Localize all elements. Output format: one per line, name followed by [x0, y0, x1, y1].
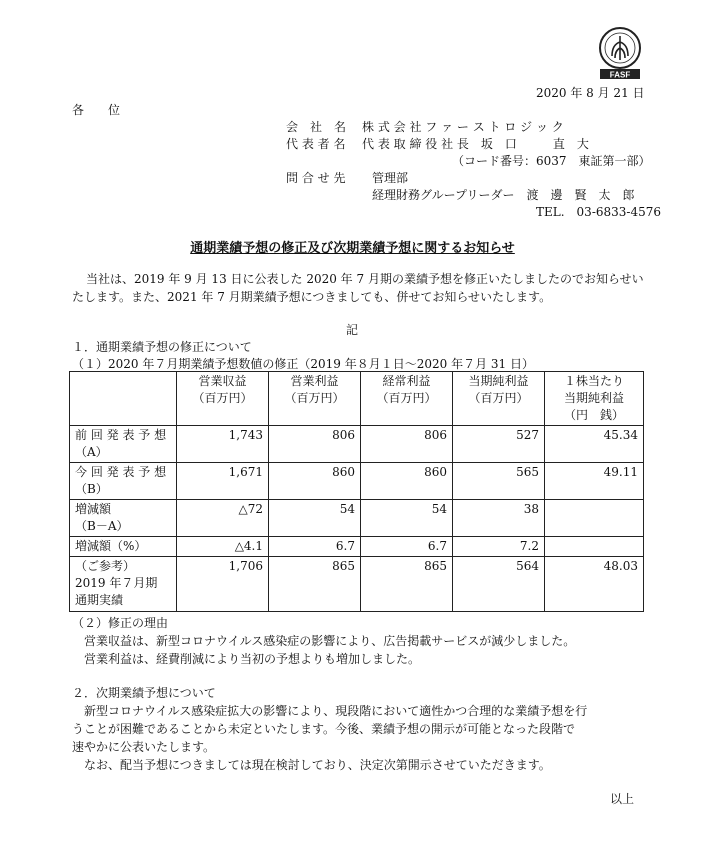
cell-value: 565: [453, 463, 545, 500]
cell-value: 7.2: [453, 537, 545, 557]
cell-value: 45.34: [545, 426, 644, 463]
ki-mark: 記: [346, 323, 359, 337]
section1-heading: １．通期業績予想の修正について: [72, 340, 252, 354]
row-label: 増減額（%）: [70, 537, 177, 557]
cell-value: 865: [269, 557, 361, 612]
cell-value: △72: [177, 500, 269, 537]
table-header-row: [70, 372, 644, 426]
stock-code: （コード番号：6037 東証第一部）: [452, 154, 651, 168]
row-label: 前 回 発 表 予 想 （A）: [70, 426, 177, 463]
row-label: （ご参考） 2019 年７月期 通期実績: [70, 557, 177, 612]
section2-line-1: 新型コロナウイルス感染症拡大の影響により、現段階において適性かつ合理的な業績予想を行: [84, 704, 588, 718]
cell-value: 54: [269, 500, 361, 537]
section2-heading: ２．次期業績予想について: [72, 686, 216, 700]
table-row: [70, 537, 644, 557]
cell-value: 564: [453, 557, 545, 612]
cell-value: 806: [361, 426, 453, 463]
row-label: 増減額 （B－A）: [70, 500, 177, 537]
header-revenue: 営業収益 （百万円）: [177, 372, 269, 426]
table-row: [70, 557, 644, 612]
fasf-logo: [598, 26, 642, 80]
cell-value: [545, 500, 644, 537]
cell-value: [545, 537, 644, 557]
company-label: 会 社 名: [286, 120, 347, 134]
rep-label: 代 表 者 名: [286, 137, 346, 151]
issue-date: 2020 年 8 月 21 日: [536, 86, 645, 100]
reason-line-1: 営業収益は、新型コロナウイルス感染症の影響により、広告掲載サービスが減少しました。: [84, 634, 576, 648]
table-row: [70, 463, 644, 500]
reason-heading: （２）修正の理由: [72, 616, 169, 630]
contact-tel: TEL. 03-6833-4576: [536, 205, 662, 219]
cell-value: △4.1: [177, 537, 269, 557]
cell-value: 860: [361, 463, 453, 500]
closing-mark: 以上: [610, 792, 635, 806]
contact-dept: 管理部: [372, 171, 409, 185]
section2-line-3: 速やかに公表いたします。: [72, 740, 216, 754]
document-title: 通期業績予想の修正及び次期業績予想に関するお知らせ: [190, 241, 515, 256]
table-corner-cell: [70, 372, 177, 426]
table-row: [70, 426, 644, 463]
cell-value: 1,743: [177, 426, 269, 463]
row-label: 今 回 発 表 予 想 （B）: [70, 463, 177, 500]
cell-value: 38: [453, 500, 545, 537]
cell-value: 806: [269, 426, 361, 463]
table-row: [70, 500, 644, 537]
intro-line-2: たします。また、2021 年 7 月期業績予想につきましても、併せてお知らせいたします。: [72, 290, 552, 304]
forecast-table: [69, 371, 644, 612]
section1-subheading: （１）2020 年７月期業績予想数値の修正（2019 年８月１日～2020 年７月 31 日）: [72, 357, 534, 371]
contact-label: 問 合 せ 先: [286, 171, 346, 185]
reason-line-2: 営業利益は、経費削減により当初の予想よりも増加しました。: [84, 652, 421, 666]
section2-line-2: うことが困難であることから未定といたします。今後、業績予想の開示が可能となった段階で: [72, 722, 576, 736]
cell-value: 527: [453, 426, 545, 463]
cell-value: 54: [361, 500, 453, 537]
cell-value: 48.03: [545, 557, 644, 612]
rep-name: 代 表 取 締 役 社 長 坂 口 直 大: [362, 137, 589, 151]
logo-text: FASF: [609, 70, 631, 80]
cell-value: 865: [361, 557, 453, 612]
cell-value: 6.7: [269, 537, 361, 557]
cell-value: 49.11: [545, 463, 644, 500]
section2-line-4: なお、配当予想につきましては現在検討しており、決定次第開示させていただきます。: [84, 758, 551, 772]
cell-value: 1,671: [177, 463, 269, 500]
intro-line-1: 当社は、2019 年 9 月 13 日に公表した 2020 年 7 月期の業績予想を修正いたしましたのでお知らせい: [86, 272, 644, 286]
header-eps: １株当たり 当期純利益 （円 銭）: [545, 372, 644, 426]
header-ordinary-profit: 経常利益 （百万円）: [361, 372, 453, 426]
recipient: 各 位: [72, 103, 121, 117]
header-operating-profit: 営業利益 （百万円）: [269, 372, 361, 426]
contact-person: 経理財務グループリーダー 渡 邊 賢 太 郎: [372, 188, 635, 202]
cell-value: 6.7: [361, 537, 453, 557]
cell-value: 1,706: [177, 557, 269, 612]
company-name: 株 式 会 社 フ ァ ー ス ト ロ ジ ッ ク: [362, 120, 564, 134]
header-net-income: 当期純利益 （百万円）: [453, 372, 545, 426]
cell-value: 860: [269, 463, 361, 500]
